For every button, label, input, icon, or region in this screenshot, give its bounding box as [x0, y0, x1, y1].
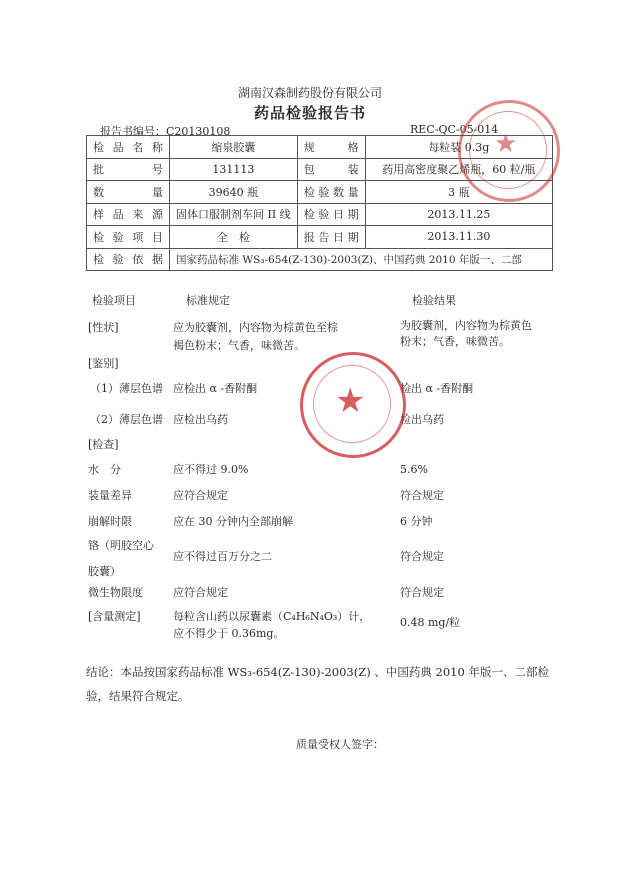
microbial-standard: 应符合规定: [173, 586, 228, 599]
label-cell: 批 号: [87, 158, 170, 181]
value-cell: 2013.11.30: [365, 226, 552, 249]
properties-result-line2: 粉末；气香，味微苦。: [400, 335, 510, 348]
disintegration-item: 崩解时限: [88, 515, 132, 528]
chromium-item-line1: 铬（明胶空心: [88, 539, 154, 552]
fill-variation-standard: 应符合规定: [173, 489, 228, 502]
company-seal: [458, 100, 560, 202]
ident1-result: 检出 α -香附酮: [400, 382, 474, 395]
chromium-standard: 应不得过百万分之二: [173, 550, 272, 563]
fill-variation-item: 装量差异: [88, 489, 132, 502]
disintegration-standard: 应在 30 分钟内全部崩解: [173, 515, 293, 528]
conclusion-line1: 结论：本品按国家药品标准 WS₃-654(Z-130)-2003(Z) 、中国药典 2010 年版一、二部检: [86, 665, 549, 679]
properties-standard-line2: 褐色粉末；气香，味微苦。: [173, 339, 305, 352]
column-header-standard: 标准规定: [186, 294, 230, 307]
label-cell: 数 量: [87, 181, 170, 204]
value-cell: 39640 瓶: [170, 181, 298, 204]
value-cell: 国家药品标准 WS₃-654(Z-130)-2003(Z)、中国药典 2010 年版一、二部: [170, 248, 553, 271]
star-icon: ★: [494, 129, 518, 159]
signature-label: 质量受权人签字：: [296, 738, 384, 751]
assay-standard-line2: 应不得少于 0.36mg。: [173, 627, 285, 640]
section-identification: [鉴别]: [88, 357, 119, 370]
label-cell: 检验日期: [297, 203, 365, 226]
ident2-result: 检出乌药: [400, 413, 444, 426]
value-cell: 缩泉胶囊: [170, 136, 298, 159]
ident2-item: （2）薄层色谱: [90, 413, 163, 426]
section-properties: [性状]: [88, 321, 119, 334]
value-cell: 每粒装 0.3g: [365, 136, 552, 159]
table-row: [87, 226, 553, 249]
label-cell: 报告日期: [297, 226, 365, 249]
assay-standard-line1: 每粒含山药以尿囊素（C₄H₆N₄O₃）计，: [173, 610, 371, 623]
label-cell: 检品名称: [87, 136, 170, 159]
company-name: 湖南汉森制药股份有限公司: [237, 86, 382, 100]
disintegration-result: 6 分钟: [400, 515, 433, 528]
assay-result: 0.48 mg/粒: [400, 616, 461, 629]
label-cell: 规 格: [297, 136, 365, 159]
moisture-standard: 应不得过 9.0%: [173, 463, 249, 476]
report-number: 报告书编号：C20130108: [100, 125, 231, 138]
chromium-result: 符合规定: [400, 550, 444, 563]
microbial-item: 微生物限度: [88, 586, 143, 599]
value-cell: 固体口服制剂车间 II 线: [170, 203, 298, 226]
label-cell: 包 装: [297, 158, 365, 181]
value-cell: 2013.11.25: [365, 203, 552, 226]
ident1-item: （1）薄层色谱: [90, 382, 163, 395]
table-row: [87, 203, 553, 226]
ident2-standard: 应检出乌药: [173, 413, 228, 426]
section-inspection: [检查]: [88, 438, 119, 451]
value-cell: 3 瓶: [365, 181, 552, 204]
conclusion-line2: 验，结果符合规定。: [86, 689, 190, 703]
column-header-result: 检验结果: [412, 294, 456, 307]
report-title: 药品检验报告书: [253, 104, 366, 122]
table-row: [87, 248, 553, 271]
label-cell: 样品来源: [87, 203, 170, 226]
star-icon: ★: [335, 381, 366, 421]
fill-variation-result: 符合规定: [400, 489, 444, 502]
properties-result-line1: 为胶囊剂，内容物为棕黄色: [400, 319, 532, 332]
section-assay: [含量测定]: [88, 610, 141, 623]
label-cell: 检验依据: [87, 248, 170, 271]
label-cell: 检验数量: [297, 181, 365, 204]
value-cell: 全 检: [170, 226, 298, 249]
properties-standard-line1: 应为胶囊剂，内容物为棕黄色至棕: [173, 321, 338, 334]
value-cell: 131113: [170, 158, 298, 181]
chromium-item-line2: 胶囊）: [88, 565, 121, 578]
label-cell: 检验项目: [87, 226, 170, 249]
form-number: REC-QC-05-014: [410, 123, 499, 136]
value-cell: 药用高密度聚乙烯瓶，60 粒/瓶: [365, 158, 552, 181]
microbial-result: 符合规定: [400, 586, 444, 599]
moisture-item: 水 分: [88, 463, 121, 476]
moisture-result: 5.6%: [400, 463, 428, 476]
inspection-seal: [300, 352, 406, 458]
ident1-standard: 应检出 α -香附酮: [173, 382, 258, 395]
column-header-item: 检验项目: [92, 294, 136, 307]
